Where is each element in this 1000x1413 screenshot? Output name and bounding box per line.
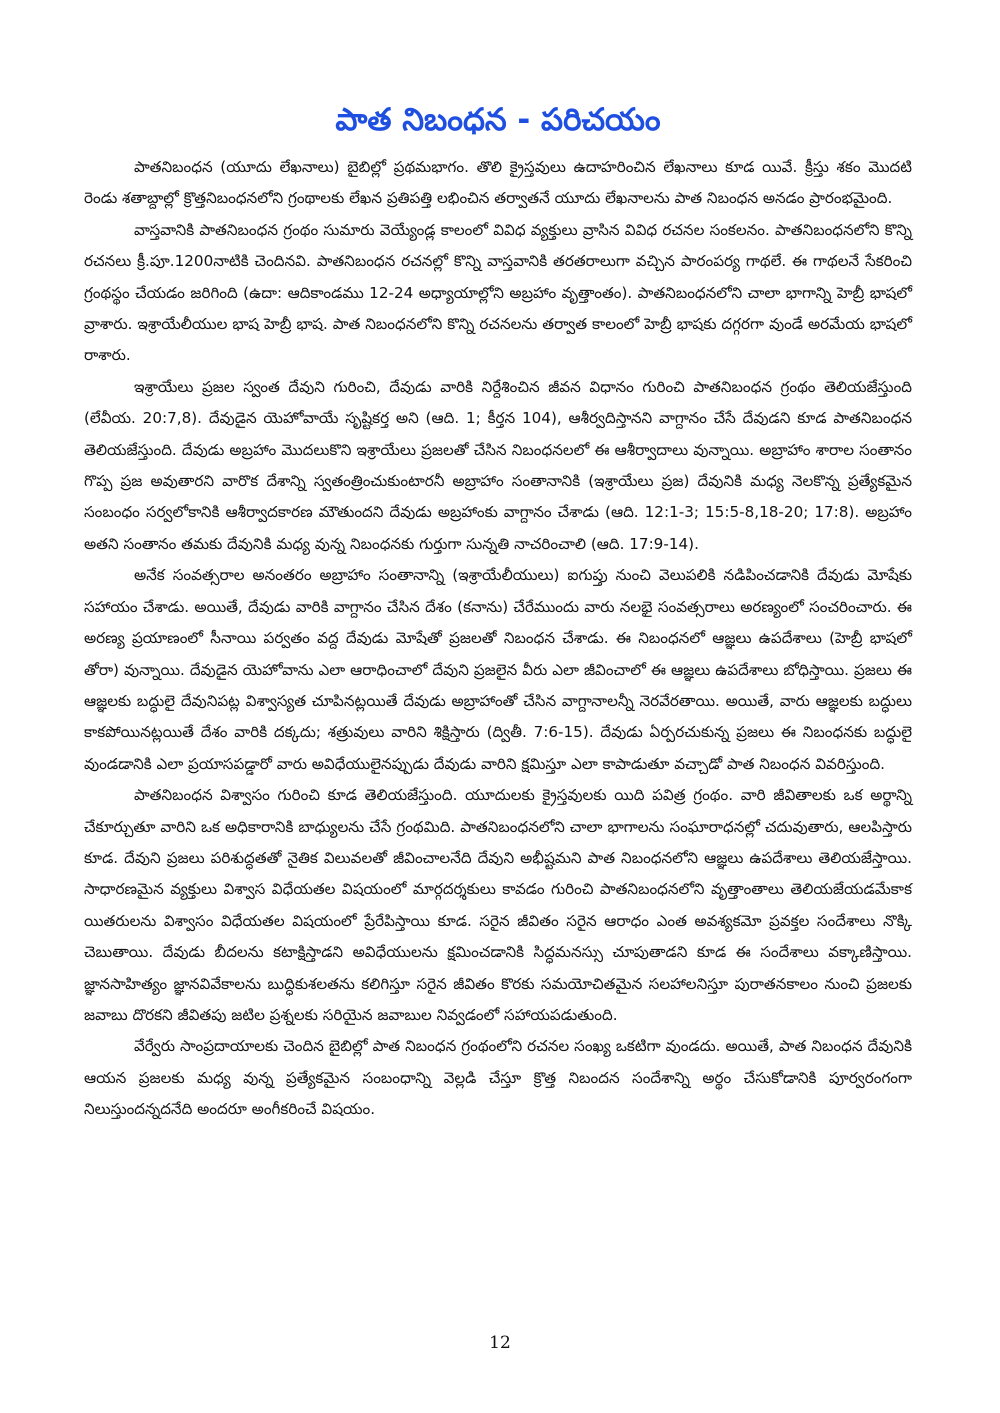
- paragraph-exodus: అనేక సంవత్సరాల అనంతరం అబ్రాహాం సంతానాన్ని (ఇశ్రాయేలీయులు) ఐగుప్తు నుంచి వెలుపలికి నడిపించడానికి దేవుడు మోషేకు సహాయం చేశాడు. అయితే, దేవుడు వారికి వాగ్దానం చేసిన దేశం (కనాను) చేరేముందు వారు నలభై సంవత్సరాలు అరణ్యంలో సంచరించారు. ఈ అరణ్య ప్రయాణంలో సీనాయి పర్వతం వద్ద దేవుడు మోషేతో ప్రజలతో నిబంధన చేశాడు. ఈ నిబంధనలో ఆజ్ఞలు ఉపదేశాలు (హెబ్రీ భాషలో తోరా) వున్నాయి. దేవుడైన యెహోవాను ఎలా ఆరాధించాలో దేవుని ప్రజలైన వీరు ఎలా జీవించాలో ఈ ఆజ్ఞలు ఉపదేశాలు బోధిస్తాయి. ప్రజలు ఈ ఆజ్ఞలకు బద్ధులై దేవునిపట్ల విశ్వాస్యత చూపినట్లయితే దేవుడు అబ్రాహాంతో చేసిన వాగ్దానాలన్నీ నెరవేరతాయి. అయితే, వారు ఆజ్ఞలకు బద్ధులు కాకపోయినట్లయితే దేశం వారికి దక్కదు; శత్రువులు వారిని శిక్షిస్తారు (ద్వితీ. 7:6-15). దేవుడు ఏర్పరచుకున్న ప్రజలు ఈ నిబంధనకు బద్ధులై వుండడానికి ఎలా ప్రయాసపడ్డారో వారు అవిధేయులైనప్పుడు దేవుడు వారిని క్షమిస్తూ ఎలా కాపాడుతూ వచ్చాడో పాత నిబంధన వివరిస్తుంది.: [84, 566, 912, 773]
- paragraph-faith: పాతనిబంధన విశ్వాసం గురించి కూడ తెలియజేస్తుంది. యూదులకు క్రైస్తవులకు యిది పవిత్ర గ్రంథం. వారి జీవితాలకు ఒక అర్థాన్ని చేకూర్చుతూ వారిని ఒక అధికారానికి బాధ్యులను చేసే గ్రంథమిది. పాతనిబంధనలోని చాలా భాగాలను సంఘారాధనల్లో చదువుతారు, ఆలపిస్తారు కూడ. దేవుని ప్రజలు పరిశుద్ధతతో నైతిక విలువలతో జీవించాలనేది దేవుని అభీష్టమని పాత నిబంధనలోని ఆజ్ఞలు ఉపదేశాలు తెలియజేస్తాయి. సాధారణమైన వ్యక్తులు విశ్వాస విధేయతల విషయంలో మార్గదర్శకులు కావడం గురించి పాతనిబంధనలోని వృత్తాంతాలు తెలియజేయడమేకాక యితరులను విశ్వాసం విధేయతల విషయంలో ప్రేరేపిస్తాయి కూడ. సరైన జీవితం సరైన ఆరాధం ఎంత అవశ్యకమో ప్రవక్తల సందేశాలు నొక్కి చెబుతాయి. దేవుడు బీదలను కటాక్షిస్తాడని అవిధేయులను క్షమించడానికి సిద్ధమనస్సు చూపుతాడని కూడ ఈ సందేశాలు వక్కాణిస్తాయి. జ్ఞానసాహిత్యం జ్ఞానవివేకాలను బుద్ధికుశలతను కలిగిస్తూ సరైన జీవితం కొరకు సమయోచితమైన సలహాలనిస్తూ పురాతనకాలం నుంచి ప్రజలకు జవాబు దొరకని జీవితపు జటిల ప్రశ్నలకు సరియైన జవాబుల నివ్వడంలో సహాయపడుతుంది.: [84, 786, 912, 1024]
- page-title: పాత నిబంధన - పరిచయం: [335, 102, 661, 138]
- document-page: [84, 100, 912, 1126]
- paragraph-composition: వాస్తవానికి పాతనిబంధన గ్రంథం సుమారు వెయ్యేండ్ల కాలంలో వివిధ వ్యక్తులు వ్రాసిన వివిధ రచనల సంకలనం. పాతనిబంధనలోని కొన్ని రచనలు క్రీ.పూ.1200నాటికి చెందినవి. పాతనిబంధన రచనల్లో కొన్ని వాస్తవానికి తరతరాలుగా వచ్చిన పారంపర్య గాథలే. ఈ గాథలనే సేకరించి గ్రంథస్థం చేయడం జరిగింది (ఉదా: ఆదికాండము 12-24 అధ్యాయాల్లోని అబ్రహాం వృత్తాంతం). పాతనిబంధనలోని చాలా భాగాన్ని హెబ్రీ భాషలో వ్రాశారు. ఇశ్రాయేలీయుల భాష హెబ్రీ భాష. పాత నిబంధనలోని కొన్ని రచనలను తర్వాత కాలంలో హెబ్రీ భాషకు దగ్గరగా వుండే అరమేయ భాషలో రాశారు.: [84, 220, 912, 365]
- paragraph-covenant: ఇశ్రాయేలు ప్రజల స్వంత దేవుని గురించి, దేవుడు వారికి నిర్దేశించిన జీవన విధానం గురించి పాతనిబంధన గ్రంథం తెలియజేస్తుంది (లేవీయ. 20:7,8). దేవుడైన యెహోవాయే సృష్టికర్త అని (ఆది. 1; కీర్తన 104), ఆశీర్వదిస్తానని వాగ్దానం చేసే దేవుడని కూడ పాతనిబంధన తెలియజేస్తుంది. దేవుడు అబ్రహాం మొదలుకొని ఇశ్రాయేలు ప్రజలతో చేసిన నిబంధనలలో ఈ ఆశీర్వాదాలు వున్నాయి. అబ్రాహాం శారాల సంతానం గొప్ప ప్రజ అవుతారని వారొక దేశాన్ని స్వతంత్రించుకుంటారనీ అబ్రాహాం సంతానానికి (ఇశ్రాయేలు ప్రజ) దేవునికి మధ్య నెలకొన్న ప్రత్యేకమైన సంబంధం సర్వలోకానికి ఆశీర్వాదకారణ మౌతుందని దేవుడు అబ్రహాంకు వాగ్దానం చేశాడు (ఆది. 12:1-3; 15:5-8,18-20; 17:8). అబ్రహాం అతని సంతానం తమకు దేవునికి మధ్య వున్న నిబంధనకు గుర్తుగా సున్నతి నాచరించాలి (ఆది. 17:9-14).: [84, 377, 912, 553]
- page-number: 12: [489, 1333, 511, 1353]
- paragraph-introduction: పాతనిబంధన (యూదు లేఖనాలు) బైబిల్లో ప్రథమభాగం. తొలి క్రైస్తవులు ఉదాహరించిన లేఖనాలు కూడ యివే. క్రీస్తు శకం మొదటి రెండు శతాబ్దాల్లో క్రొత్తనిబంధనలోని గ్రంథాలకు లేఖన ప్రతిపత్తి లభించిన తర్వాతనే యూదు లేఖనాలను పాత నిబంధన అనడం ప్రారంభమైంది.: [84, 158, 912, 208]
- paragraph-traditions: వేర్వేరు సాంప్రదాయాలకు చెందిన బైబిల్లో పాత నిబంధన గ్రంథంలోని రచనల సంఖ్య ఒకటిగా వుండదు. అయితే, పాత నిబంధన దేవునికి ఆయన ప్రజలకు మధ్య వున్న ప్రత్యేకమైన సంబంధాన్ని వెల్లడి చేస్తూ క్రొత్త నిబందన సందేశాన్ని అర్థం చేసుకోడానికి పూర్వరంగంగా నిలుస్తుందన్నదనేది అందరూ అంగీకరించే విషయం.: [84, 1037, 912, 1119]
